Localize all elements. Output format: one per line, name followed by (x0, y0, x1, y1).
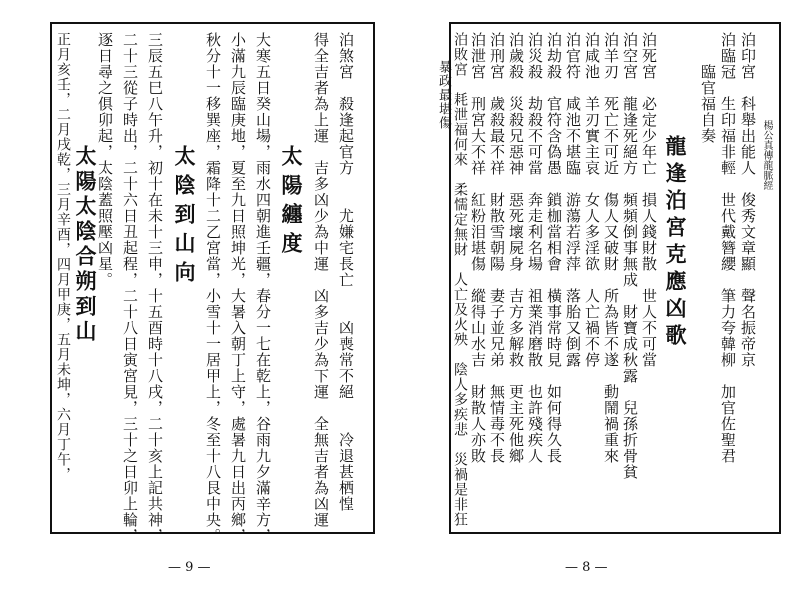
text-column: 泊煞宮 殺逢起官方 尤嫌宅長亡 凶喪常不絕 冷退甚栖惶 (337, 32, 355, 512)
section-heading: 龍逢泊宮克應凶歌 (663, 135, 688, 351)
text-column: 臨官福自奏 (699, 32, 717, 144)
text-column: 泊劫殺 官符含偽愚 鎖枷當相會 橫事常時見 如何得久長 (545, 32, 563, 464)
text-column: 泊官符 咸池不堪臨 游蕩若浮萍 落胎又倒露 (564, 32, 582, 368)
text-column: 暴政最堪傷 (436, 32, 451, 130)
text-column: 泊災殺 劫殺不可當 奔走利名場 祖業消磨散 也許殘疾人 (526, 32, 544, 464)
text-column: 得全吉者為上運 吉多凶少為中運 凶多吉少為下運 全無吉者為凶運 (312, 32, 330, 528)
side-note: 楊公真傳龍脈經 (761, 120, 772, 190)
text-column: 秋分十一移巽座，霜降十二乙宮當，小雪十一居甲上，冬至十八艮中央。 (204, 32, 222, 544)
page-number: — 8 — (565, 560, 608, 575)
text-column: 泊歲殺 災殺兄惡神 惡死壞屍身 吉方多解救 更主死他鄉 (507, 32, 525, 464)
text-column: 泊泄宮 刑宮大不祥 紅粉泪堪傷 縱得山水吉 財散人亦敗 (469, 32, 487, 464)
text-column: 小滿九辰臨庚地，夏至九日照坤光，大暑入朝丁上守，處暑九日出丙鄉， (229, 32, 247, 544)
text-column: 泊空宮 龍逢死絕方 頻頻倒事無成 財寶成秋露 兒孫折骨貧 (621, 32, 639, 480)
text-column: 泊臨冠 生印福非輕 世代戴簪纓 筆力夸韓柳 加官佐聖君 (719, 32, 737, 464)
left-page (0, 0, 396, 601)
text-column: 泊死宮 必定少年亡 損人錢財散 世人不可當 (640, 32, 658, 368)
text-column: 泊印宮 科舉出能人 俊秀文章顯 聲名振帝京 (739, 32, 757, 368)
section-heading: 太陰到山向 (172, 145, 197, 290)
page-number: — 9 — (168, 560, 211, 575)
text-column: 泊敗宮 耗泄福何來 柔懦定無財 人亡及火殃 陰人多疾悲 災禍是非狂 (452, 32, 468, 527)
text-column: 泊羊刃 死亡不可近 傷人又破財 所為皆不遂 動鬧禍重來 (602, 32, 620, 464)
text-column: 逐日尋之俱卯起，太陰蓋照壓凶星。 (96, 32, 114, 288)
text-column: 大寒五日癸山場，雨水四朝進壬疆，春分一七在乾上，谷雨九夕滿辛方， (254, 32, 272, 544)
text-column: 三辰五巳八午升，初十在未十三申，十五酉時十八戌，二十亥上記共神， (146, 32, 164, 544)
text-column: 泊刑宮 歲殺最不祥 財散雪朝陽 妻子並兄弟 無情毒不長 (488, 32, 506, 464)
section-heading: 太陽太陰合朔到山 (73, 145, 98, 345)
text-column: 二十三從子時出，二十六日丑起程，二十八日寅宮見，三十之日卯上輪， (121, 32, 139, 544)
text-column: 正月亥壬，二月戌乾，三月辛酉，四月甲庚，五月未坤，六月丁午， (55, 32, 71, 482)
right-page (397, 0, 793, 601)
text-column: 泊咸池 羊刃實主哀 女人多淫欲 人亡禍不停 (583, 32, 601, 368)
section-heading: 太陽纏度 (279, 145, 304, 261)
